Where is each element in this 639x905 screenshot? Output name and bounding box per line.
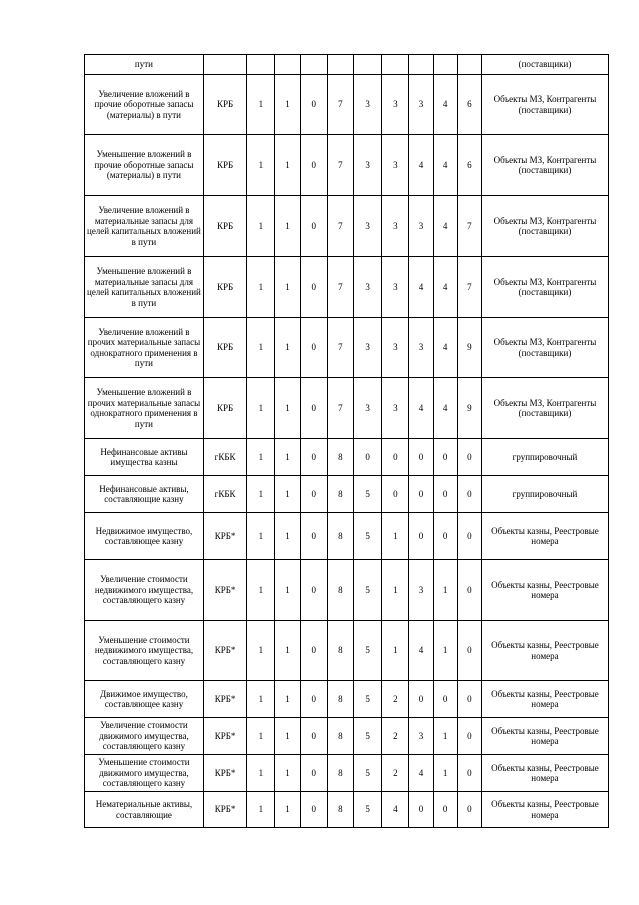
account-digit-cell: 1: [382, 560, 409, 621]
analytics-cell: Объекты МЗ, Контрагенты (поставщики): [481, 318, 608, 378]
account-name-cell: Увеличение вложений в материальные запасы для целей капитальных вложений в пути: [85, 196, 204, 257]
account-digit-cell: 1: [247, 135, 275, 196]
account-digit-cell: 1: [275, 513, 300, 560]
account-digit-cell: 5: [354, 560, 382, 621]
account-digit-cell: 7: [327, 257, 353, 318]
code-type-cell: КРБ*: [203, 621, 246, 681]
account-digit-cell: 6: [457, 135, 481, 196]
account-digit-cell: 1: [382, 513, 409, 560]
table-row: [85, 318, 609, 378]
table-body: [85, 55, 609, 828]
table-row: [85, 257, 609, 318]
account-name-cell: пути: [85, 55, 204, 75]
analytics-cell: Объекты казны, Реестровые номера: [481, 755, 608, 792]
account-digit-cell: 9: [457, 378, 481, 439]
code-type-cell: КРБ*: [203, 681, 246, 718]
account-digit-cell: 4: [409, 135, 433, 196]
analytics-cell: Объекты казны, Реестровые номера: [481, 513, 608, 560]
account-digit-cell: 5: [354, 792, 382, 828]
account-digit-cell: 3: [409, 318, 433, 378]
account-digit-cell: 0: [457, 792, 481, 828]
account-name-cell: Уменьшение вложений в прочие оборотные запасы (материалы) в пути: [85, 135, 204, 196]
account-digit-cell: 1: [433, 560, 457, 621]
account-name-cell: Увеличение вложений в прочие оборотные запасы (материалы) в пути: [85, 75, 204, 135]
table-row: [85, 196, 609, 257]
analytics-cell: Объекты казны, Реестровые номера: [481, 681, 608, 718]
analytics-cell: Объекты МЗ, Контрагенты (поставщики): [481, 196, 608, 257]
table-row: [85, 755, 609, 792]
account-digit-cell: 1: [247, 755, 275, 792]
account-digit-cell: 1: [275, 75, 300, 135]
account-digit-cell: 0: [409, 476, 433, 513]
account-digit-cell: 1: [247, 792, 275, 828]
account-digit-cell: 0: [300, 135, 327, 196]
account-digit-cell: 0: [409, 513, 433, 560]
account-digit-cell: 0: [300, 75, 327, 135]
account-digit-cell: 0: [382, 476, 409, 513]
account-digit-cell: 1: [275, 257, 300, 318]
account-digit-cell: 4: [409, 755, 433, 792]
account-digit-cell: 0: [433, 792, 457, 828]
account-digit-cell: 1: [275, 560, 300, 621]
account-digit-cell: 3: [354, 378, 382, 439]
account-digit-cell: 0: [300, 513, 327, 560]
account-name-cell: Уменьшение стоимости недвижимого имущества, составляющего казну: [85, 621, 204, 681]
account-digit-cell: [247, 55, 275, 75]
code-type-cell: КРБ*: [203, 792, 246, 828]
account-digit-cell: 0: [300, 318, 327, 378]
table-row: [85, 75, 609, 135]
account-digit-cell: 3: [409, 560, 433, 621]
account-digit-cell: 3: [382, 135, 409, 196]
account-digit-cell: 2: [382, 718, 409, 755]
account-digit-cell: 1: [247, 378, 275, 439]
account-digit-cell: 1: [247, 257, 275, 318]
account-digit-cell: 8: [327, 560, 353, 621]
account-digit-cell: 7: [327, 135, 353, 196]
account-digit-cell: 5: [354, 476, 382, 513]
table-row: [85, 792, 609, 828]
account-digit-cell: 4: [382, 792, 409, 828]
account-digit-cell: 3: [354, 257, 382, 318]
account-name-cell: Уменьшение стоимости движимого имущества, составляющего казну: [85, 755, 204, 792]
account-digit-cell: 0: [300, 560, 327, 621]
account-digit-cell: 0: [457, 681, 481, 718]
account-digit-cell: 4: [409, 257, 433, 318]
account-digit-cell: 0: [457, 718, 481, 755]
code-type-cell: КРБ*: [203, 513, 246, 560]
account-digit-cell: 1: [247, 560, 275, 621]
account-digit-cell: 8: [327, 439, 353, 476]
account-digit-cell: 8: [327, 476, 353, 513]
code-type-cell: КРБ: [203, 75, 246, 135]
table-row: [85, 621, 609, 681]
table-row: [85, 135, 609, 196]
account-digit-cell: [433, 55, 457, 75]
table-row: [85, 476, 609, 513]
account-digit-cell: 0: [457, 560, 481, 621]
account-digit-cell: 3: [354, 318, 382, 378]
account-digit-cell: 3: [382, 75, 409, 135]
code-type-cell: КРБ: [203, 257, 246, 318]
account-digit-cell: 0: [457, 439, 481, 476]
account-digit-cell: [300, 55, 327, 75]
account-digit-cell: 0: [457, 621, 481, 681]
account-digit-cell: 1: [275, 718, 300, 755]
account-digit-cell: 0: [300, 378, 327, 439]
account-name-cell: Недвижимое имущество, составляющее казну: [85, 513, 204, 560]
account-digit-cell: 3: [354, 196, 382, 257]
account-digit-cell: 0: [300, 792, 327, 828]
account-digit-cell: [382, 55, 409, 75]
analytics-cell: Объекты казны, Реестровые номера: [481, 560, 608, 621]
analytics-cell: Объекты МЗ, Контрагенты (поставщики): [481, 378, 608, 439]
table-row: [85, 718, 609, 755]
account-digit-cell: 1: [247, 196, 275, 257]
account-digit-cell: 2: [382, 681, 409, 718]
account-digit-cell: 0: [409, 439, 433, 476]
table-row: [85, 560, 609, 621]
analytics-cell: Объекты МЗ, Контрагенты (поставщики): [481, 75, 608, 135]
account-digit-cell: [327, 55, 353, 75]
account-digit-cell: 5: [354, 681, 382, 718]
account-digit-cell: 1: [275, 755, 300, 792]
account-name-cell: Нематериальные активы, составляющие: [85, 792, 204, 828]
account-digit-cell: 0: [433, 476, 457, 513]
account-digit-cell: 5: [354, 755, 382, 792]
account-name-cell: Уменьшение вложений в прочих материальные запасы однократного применения в пути: [85, 378, 204, 439]
table-row: [85, 513, 609, 560]
account-digit-cell: 5: [354, 718, 382, 755]
account-digit-cell: 5: [354, 621, 382, 681]
account-digit-cell: [275, 55, 300, 75]
code-type-cell: КРБ: [203, 135, 246, 196]
account-digit-cell: 1: [275, 135, 300, 196]
account-digit-cell: 0: [300, 755, 327, 792]
account-digit-cell: 1: [247, 476, 275, 513]
account-digit-cell: 0: [300, 681, 327, 718]
account-digit-cell: 1: [247, 75, 275, 135]
account-name-cell: Движимое имущество, составляющее казну: [85, 681, 204, 718]
code-type-cell: КРБ: [203, 196, 246, 257]
account-digit-cell: 1: [247, 621, 275, 681]
account-digit-cell: 7: [327, 196, 353, 257]
code-type-cell: [203, 55, 246, 75]
code-type-cell: КРБ*: [203, 755, 246, 792]
account-digit-cell: 0: [409, 792, 433, 828]
account-digit-cell: 8: [327, 621, 353, 681]
account-name-cell: Уменьшение вложений в материальные запасы для целей капитальных вложений в пути: [85, 257, 204, 318]
account-digit-cell: 1: [433, 718, 457, 755]
account-digit-cell: 1: [247, 513, 275, 560]
table-row: [85, 378, 609, 439]
account-digit-cell: 0: [382, 439, 409, 476]
account-digit-cell: 7: [457, 257, 481, 318]
account-digit-cell: 1: [247, 681, 275, 718]
account-digit-cell: 4: [433, 257, 457, 318]
account-digit-cell: 4: [433, 196, 457, 257]
code-type-cell: КРБ*: [203, 560, 246, 621]
account-digit-cell: 4: [433, 75, 457, 135]
account-digit-cell: 0: [457, 476, 481, 513]
account-digit-cell: 0: [300, 196, 327, 257]
account-digit-cell: 0: [457, 755, 481, 792]
account-digit-cell: 4: [409, 378, 433, 439]
account-digit-cell: 8: [327, 755, 353, 792]
analytics-cell: Объекты казны, Реестровые номера: [481, 718, 608, 755]
account-name-cell: Нефинансовые активы, составляющие казну: [85, 476, 204, 513]
account-digit-cell: 7: [457, 196, 481, 257]
account-digit-cell: 1: [275, 439, 300, 476]
account-name-cell: Увеличение стоимости недвижимого имущества, составляющего казну: [85, 560, 204, 621]
account-digit-cell: 1: [247, 718, 275, 755]
account-digit-cell: 9: [457, 318, 481, 378]
account-digit-cell: 1: [433, 621, 457, 681]
account-digit-cell: 7: [327, 75, 353, 135]
account-digit-cell: 0: [433, 439, 457, 476]
account-digit-cell: 8: [327, 681, 353, 718]
account-digit-cell: 3: [382, 196, 409, 257]
analytics-cell: Объекты казны, Реестровые номера: [481, 792, 608, 828]
account-digit-cell: 7: [327, 378, 353, 439]
account-digit-cell: 3: [382, 318, 409, 378]
account-digit-cell: 4: [409, 621, 433, 681]
account-digit-cell: 0: [300, 621, 327, 681]
table-row: [85, 439, 609, 476]
account-digit-cell: 8: [327, 718, 353, 755]
analytics-cell: Объекты МЗ, Контрагенты (поставщики): [481, 135, 608, 196]
account-digit-cell: 4: [433, 135, 457, 196]
account-digit-cell: 0: [433, 681, 457, 718]
account-digit-cell: 3: [409, 196, 433, 257]
account-digit-cell: 0: [433, 513, 457, 560]
account-name-cell: Увеличение стоимости движимого имущества, составляющего казну: [85, 718, 204, 755]
code-type-cell: гКБК: [203, 439, 246, 476]
account-digit-cell: 1: [275, 476, 300, 513]
table-row: [85, 681, 609, 718]
account-digit-cell: 1: [275, 621, 300, 681]
code-type-cell: гКБК: [203, 476, 246, 513]
account-digit-cell: 3: [409, 718, 433, 755]
analytics-cell: группировочный: [481, 476, 608, 513]
account-digit-cell: 1: [275, 318, 300, 378]
code-type-cell: КРБ: [203, 378, 246, 439]
account-digit-cell: [457, 55, 481, 75]
account-digit-cell: 1: [275, 378, 300, 439]
account-digit-cell: 0: [457, 513, 481, 560]
account-digit-cell: 2: [382, 755, 409, 792]
account-digit-cell: 3: [382, 257, 409, 318]
code-type-cell: КРБ*: [203, 718, 246, 755]
account-digit-cell: 1: [247, 439, 275, 476]
account-digit-cell: 0: [300, 439, 327, 476]
code-type-cell: КРБ: [203, 318, 246, 378]
analytics-cell: Объекты МЗ, Контрагенты (поставщики): [481, 257, 608, 318]
account-digit-cell: 7: [327, 318, 353, 378]
account-digit-cell: 3: [409, 75, 433, 135]
account-digit-cell: 4: [433, 318, 457, 378]
account-digit-cell: [354, 55, 382, 75]
analytics-cell: (поставщики): [481, 55, 608, 75]
account-digit-cell: 6: [457, 75, 481, 135]
account-digit-cell: 1: [275, 792, 300, 828]
account-digit-cell: 0: [300, 476, 327, 513]
account-digit-cell: 0: [354, 439, 382, 476]
analytics-cell: Объекты казны, Реестровые номера: [481, 621, 608, 681]
account-digit-cell: 5: [354, 513, 382, 560]
account-digit-cell: 3: [382, 378, 409, 439]
account-digit-cell: [409, 55, 433, 75]
account-digit-cell: 0: [300, 718, 327, 755]
account-digit-cell: 3: [354, 75, 382, 135]
account-digit-cell: 3: [354, 135, 382, 196]
table-row: [85, 55, 609, 75]
account-name-cell: Нефинансовые активы имущества казны: [85, 439, 204, 476]
account-digit-cell: 0: [300, 257, 327, 318]
analytics-cell: группировочный: [481, 439, 608, 476]
accounts-table: [84, 54, 609, 828]
account-digit-cell: 0: [409, 681, 433, 718]
account-digit-cell: 8: [327, 513, 353, 560]
account-digit-cell: 1: [275, 681, 300, 718]
account-digit-cell: 8: [327, 792, 353, 828]
account-digit-cell: 1: [433, 755, 457, 792]
account-digit-cell: 1: [382, 621, 409, 681]
account-digit-cell: 1: [275, 196, 300, 257]
account-name-cell: Увеличение вложений в прочих материальные запасы однократного применения в пути: [85, 318, 204, 378]
account-digit-cell: 4: [433, 378, 457, 439]
account-digit-cell: 1: [247, 318, 275, 378]
